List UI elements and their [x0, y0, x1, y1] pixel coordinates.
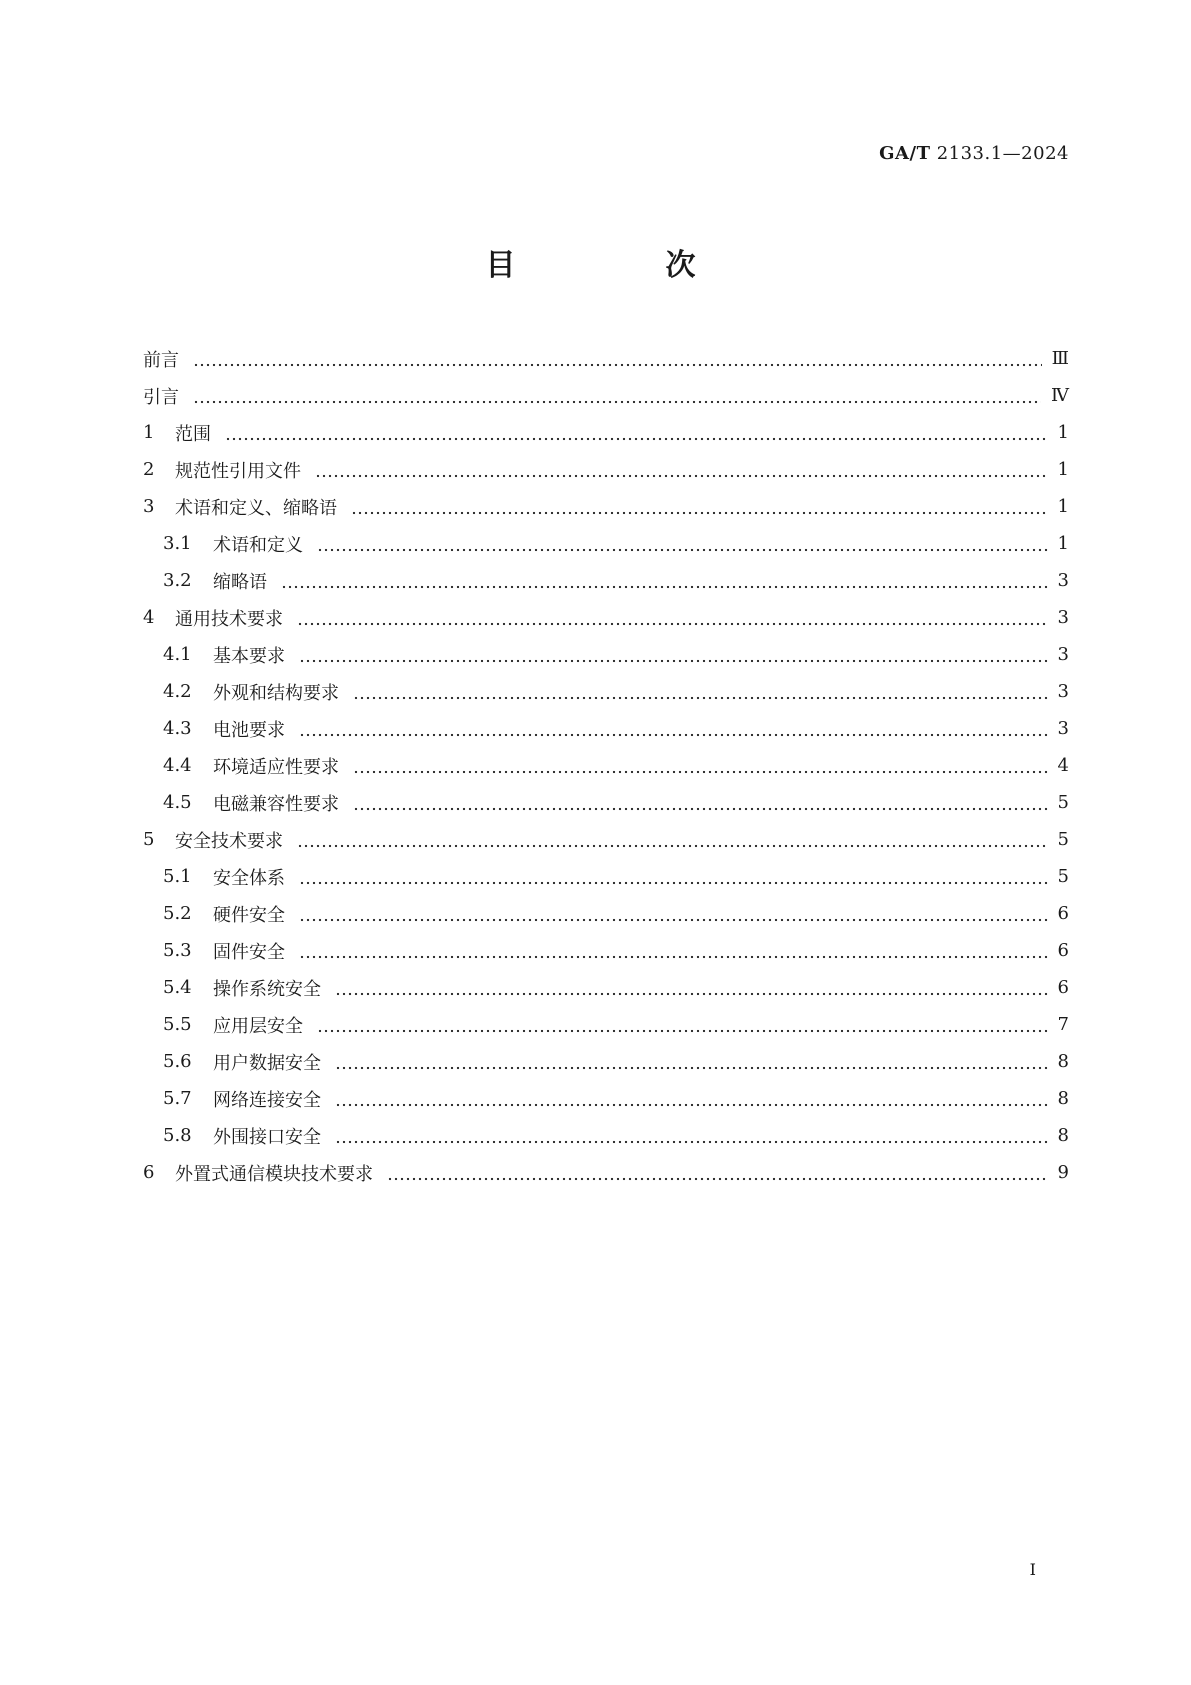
toc-entry-page: 4 [1057, 755, 1069, 776]
toc-leader-dots [299, 868, 1048, 886]
toc-entry-number: 5 [143, 829, 155, 850]
toc-entry-label: 引言 [143, 386, 179, 408]
toc-entry[interactable] [143, 969, 1069, 1006]
toc-entry-number: 4.2 [163, 681, 192, 702]
toc-entry-label: 范围 [175, 423, 211, 445]
toc-leader-dots [317, 1016, 1048, 1034]
toc-entry[interactable] [143, 821, 1069, 858]
toc-leader-dots [317, 535, 1048, 553]
toc-entry[interactable] [143, 599, 1069, 636]
toc-entry-label: 外置式通信模块技术要求 [175, 1163, 373, 1185]
toc-leader-dots [299, 905, 1048, 923]
toc-entry[interactable] [143, 525, 1069, 562]
toc-entry-label: 操作系统安全 [213, 978, 321, 1000]
toc-entry-label: 硬件安全 [213, 904, 285, 926]
toc-leader-dots [351, 498, 1048, 516]
toc-entry-label: 规范性引用文件 [175, 460, 301, 482]
toc-entry-number: 1 [143, 422, 155, 443]
toc-entry[interactable] [143, 1154, 1069, 1191]
toc-entry[interactable] [143, 710, 1069, 747]
toc-entry-number: 4.3 [163, 718, 192, 739]
toc-entry-page: 5 [1057, 829, 1069, 850]
toc-entry-number: 6 [143, 1162, 155, 1183]
toc-entry-number: 4.5 [163, 792, 192, 813]
toc-entry-label: 环境适应性要求 [213, 756, 339, 778]
toc-entry-label: 固件安全 [213, 941, 285, 963]
toc-entry-page: Ⅳ [1051, 385, 1069, 406]
toc-entry-page: 1 [1057, 422, 1069, 443]
toc-entry-number: 5.5 [163, 1014, 192, 1035]
toc-entry-number: 5.8 [163, 1125, 192, 1146]
toc-entry-page: 7 [1057, 1014, 1069, 1035]
toc-entry-page: 1 [1057, 496, 1069, 517]
toc-entry[interactable] [143, 340, 1069, 377]
toc-leader-dots [335, 1090, 1048, 1108]
toc-leader-dots [193, 350, 1042, 368]
toc-leader-dots [297, 609, 1048, 627]
toc-entry-page: 6 [1057, 940, 1069, 961]
toc-entry-number: 3.1 [163, 533, 192, 554]
toc-entry-page: 8 [1057, 1088, 1069, 1109]
toc-entry[interactable] [143, 1080, 1069, 1117]
toc-entry-page: 6 [1057, 903, 1069, 924]
toc-entry[interactable] [143, 1006, 1069, 1043]
toc-leader-dots [353, 757, 1048, 775]
table-of-contents [143, 340, 1069, 1191]
toc-entry-page: 8 [1057, 1051, 1069, 1072]
toc-entry-page: 6 [1057, 977, 1069, 998]
toc-leader-dots [353, 683, 1048, 701]
toc-entry[interactable] [143, 488, 1069, 525]
toc-entry-page: 8 [1057, 1125, 1069, 1146]
toc-entry[interactable] [143, 858, 1069, 895]
toc-entry-label: 安全体系 [213, 867, 285, 889]
standard-prefix: GA/T [879, 143, 931, 164]
toc-leader-dots [281, 572, 1048, 590]
toc-entry-page: 9 [1057, 1162, 1069, 1183]
toc-entry[interactable] [143, 784, 1069, 821]
toc-entry-label: 应用层安全 [213, 1015, 303, 1037]
toc-entry-label: 用户数据安全 [213, 1052, 321, 1074]
toc-entry[interactable] [143, 747, 1069, 784]
toc-entry[interactable] [143, 414, 1069, 451]
toc-leader-dots [353, 794, 1048, 812]
toc-entry-number: 5.3 [163, 940, 192, 961]
page-number: I [1029, 1560, 1036, 1579]
toc-entry[interactable] [143, 451, 1069, 488]
toc-entry[interactable] [143, 673, 1069, 710]
toc-entry-page: 1 [1057, 459, 1069, 480]
toc-leader-dots [299, 646, 1048, 664]
toc-entry-page: 1 [1057, 533, 1069, 554]
toc-entry-label: 术语和定义 [213, 534, 303, 556]
toc-entry-label: 外围接口安全 [213, 1126, 321, 1148]
toc-entry-page: 3 [1057, 607, 1069, 628]
toc-leader-dots [225, 424, 1048, 442]
toc-leader-dots [193, 387, 1041, 405]
page-title: 目 次 [485, 248, 756, 283]
toc-entry[interactable] [143, 562, 1069, 599]
toc-entry[interactable] [143, 636, 1069, 673]
toc-entry-page: 3 [1057, 718, 1069, 739]
toc-entry-page: Ⅲ [1051, 348, 1069, 369]
toc-leader-dots [299, 942, 1048, 960]
toc-entry-label: 术语和定义、缩略语 [175, 497, 337, 519]
toc-entry-number: 5.7 [163, 1088, 192, 1109]
toc-entry[interactable] [143, 1117, 1069, 1154]
standard-code [879, 143, 1069, 164]
toc-entry-number: 3.2 [163, 570, 192, 591]
toc-leader-dots [335, 1053, 1048, 1071]
toc-entry-label: 缩略语 [213, 571, 267, 593]
toc-leader-dots [387, 1164, 1048, 1182]
toc-entry-number: 2 [143, 459, 155, 480]
toc-entry-page: 3 [1057, 570, 1069, 591]
toc-leader-dots [335, 1127, 1048, 1145]
toc-leader-dots [315, 461, 1048, 479]
toc-entry-label: 通用技术要求 [175, 608, 283, 630]
toc-entry-number: 3 [143, 496, 155, 517]
toc-entry-label: 前言 [143, 349, 179, 371]
toc-entry-number: 5.1 [163, 866, 192, 887]
standard-number: 2133.1—2024 [936, 143, 1069, 164]
toc-leader-dots [297, 831, 1048, 849]
toc-entry-number: 5.6 [163, 1051, 192, 1072]
toc-entry-page: 5 [1057, 792, 1069, 813]
toc-entry-number: 5.4 [163, 977, 192, 998]
toc-entry-page: 5 [1057, 866, 1069, 887]
toc-entry-label: 安全技术要求 [175, 830, 283, 852]
toc-entry-page: 3 [1057, 681, 1069, 702]
toc-entry-number: 4.4 [163, 755, 192, 776]
toc-entry-label: 网络连接安全 [213, 1089, 321, 1111]
toc-entry[interactable] [143, 377, 1069, 414]
toc-entry-page: 3 [1057, 644, 1069, 665]
toc-entry-label: 电磁兼容性要求 [213, 793, 339, 815]
toc-entry-label: 电池要求 [213, 719, 285, 741]
toc-entry-number: 5.2 [163, 903, 192, 924]
toc-entry-number: 4 [143, 607, 155, 628]
toc-entry[interactable] [143, 932, 1069, 969]
toc-leader-dots [299, 720, 1048, 738]
toc-entry-label: 外观和结构要求 [213, 682, 339, 704]
toc-entry-label: 基本要求 [213, 645, 285, 667]
toc-entry-number: 4.1 [163, 644, 192, 665]
toc-leader-dots [335, 979, 1048, 997]
toc-entry[interactable] [143, 1043, 1069, 1080]
toc-entry[interactable] [143, 895, 1069, 932]
